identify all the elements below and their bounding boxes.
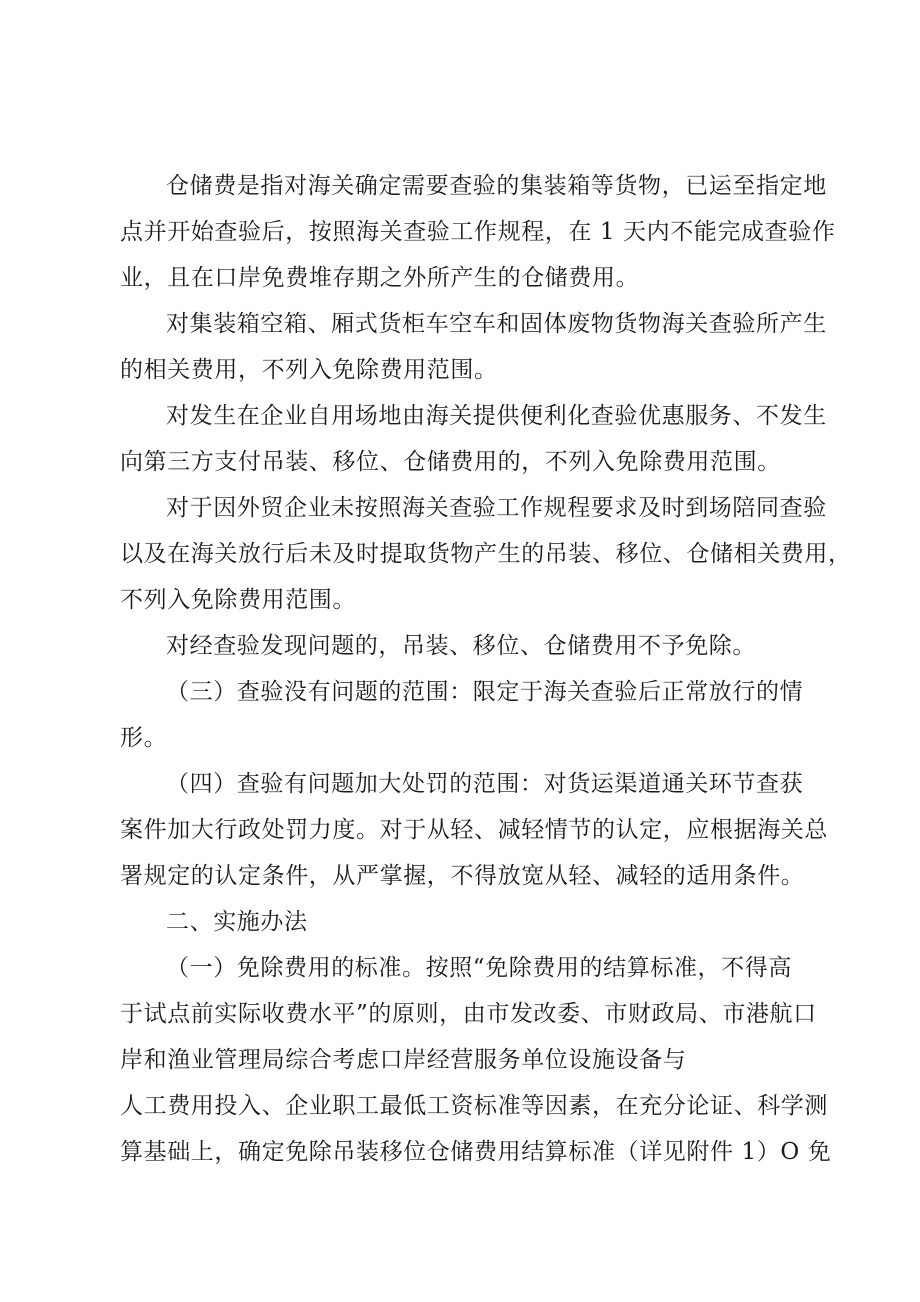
text-line: 点并开始查验后，按照海关查验工作规程，在 1 天内不能完成查验作	[120, 219, 836, 245]
text-line: 人工费用投入、企业职工最低工资标准等因素，在充分论证、科学测	[120, 1093, 828, 1119]
text-line: （一）免除费用的标准。按照“免除费用的结算标准，不得高	[166, 955, 792, 981]
text-line: （四）查验有问题加大处罚的范围：对货运渠道通关环节查获	[166, 771, 804, 797]
text-line: 不列入免除费用范围。	[120, 587, 356, 613]
text-line: 于试点前实际收费水平”的原则，由市发改委、市财政局、市港航口	[120, 1001, 817, 1027]
text-line: 对于因外贸企业未按照海关查验工作规程要求及时到场陪同查验	[166, 495, 827, 521]
text-line: 案件加大行政处罚力度。对于从轻、减轻情节的认定，应根据海关总	[120, 817, 828, 843]
text-line: 算基础上，确定免除吊装移位仓储费用结算标准（详见附件 1）O 免	[120, 1139, 832, 1165]
text-line: 岸和渔业管理局综合考虑口岸经营服务单位设施设备与	[120, 1047, 687, 1073]
text-line: （三）查验没有问题的范围：限定于海关查验后正常放行的情	[166, 679, 804, 705]
text-line: 仓储费是指对海关确定需要查验的集装箱等货物，已运至指定地	[166, 173, 827, 199]
text-line: 对集装箱空箱、厢式货柜车空车和固体废物货物海关查验所产生	[166, 311, 827, 337]
text-line: 署规定的认定条件，从严掌握，不得放宽从轻、减轻的适用条件。	[120, 863, 805, 889]
text-line: 的相关费用，不列入免除费用范围。	[120, 357, 498, 383]
text-line: 对经查验发现问题的，吊装、移位、仓储费用不予免除。	[166, 633, 756, 659]
text-line: 形。	[120, 725, 168, 751]
section-heading: 二、实施办法	[166, 909, 308, 935]
text-line: 业，且在口岸免费堆存期之外所产生的仓储费用。	[120, 265, 640, 291]
text-line: 以及在海关放行后未及时提取货物产生的吊装、移位、仓储相关费用，	[120, 541, 852, 567]
text-line: 对发生在企业自用场地由海关提供便利化查验优惠服务、不发生	[166, 403, 827, 429]
text-line: 向第三方支付吊装、移位、仓储费用的，不列入免除费用范围。	[120, 449, 781, 475]
